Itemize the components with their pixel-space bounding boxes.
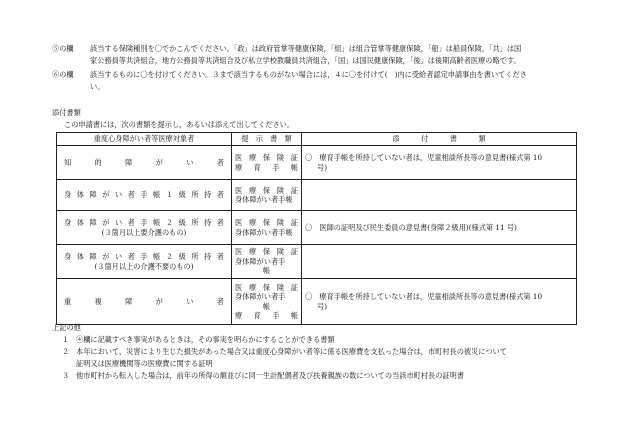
subject-subtext: (３箇月以上の介護不要のもの) [94, 261, 194, 271]
attach-cell [302, 180, 577, 211]
attach-line: 〇 療育手帳を所持していない者は，児童相談所長等の意見書(様式第 10 [305, 292, 543, 301]
other-item-text: 他市町村から転入した場合は，前年の所得の額並びに同一生計配偶者及び扶養親族の数についての当該市町村長の証明書 [76, 371, 464, 380]
present-line: 帳 [262, 266, 271, 276]
present-line: 医療保険証 [235, 247, 298, 257]
intro-text: この申請書には，次の書類を提示し，あるいは添えて出してください。 [64, 120, 295, 129]
table-header-row [57, 133, 577, 146]
present-cell [232, 279, 302, 325]
present-line: 身体障がい者手帳 [235, 227, 293, 237]
present-line: 療育手帳 [235, 311, 298, 320]
other-item-text: ④欄に記載すべき事実があるときは，その事実を明らかにすることができる書類 [76, 335, 335, 344]
present-cell [232, 211, 302, 245]
present-cell [232, 180, 302, 211]
attach-line: 号) [317, 301, 327, 311]
subject-cell [57, 279, 232, 325]
present-line: 医療保険証 [235, 218, 298, 227]
note-line: い。 [90, 82, 105, 91]
note-line: 該当するものに〇を付けてください。３まで該当するものがない場合には，４に〇を付けて( )内に受給者認定申請事由を書いてくださ [90, 70, 527, 79]
subject-text: 身体障がい者手帳２級所持者 [64, 252, 224, 261]
table-row [57, 180, 577, 211]
other-item-number: １ [62, 335, 70, 344]
attach-line: 〇 療育手帳を所持していない者は，児童相談所長等の意見書(様式第 10 [305, 153, 543, 162]
documents-table [56, 132, 577, 325]
present-line: 医療保険証 [235, 282, 298, 292]
note-mark: ⑥の欄 [52, 70, 74, 79]
present-line: 帳 [262, 301, 271, 311]
other-item-number: ３ [62, 371, 70, 380]
attach-cell [302, 279, 577, 325]
subject-cell [57, 211, 232, 245]
present-line: 身体障がい者手 [235, 256, 286, 266]
note-mark: ⑤の欄 [52, 44, 74, 53]
present-line: 医療保険証 [235, 185, 298, 195]
attach-cell [302, 245, 577, 279]
note-line: 該当する保険種別を〇でかこんでください。「政」は政府管掌等健康保険，「組」は組合管掌等健康保険，「船」は船員保険，「共」は国 [90, 44, 522, 53]
table-row [57, 279, 577, 325]
other-item-text: 証明又は医療機関等の医療費に関する証明 [76, 359, 213, 368]
present-cell [232, 146, 302, 180]
present-line: 身体障がい者手 [235, 292, 286, 301]
subject-cell [57, 245, 232, 279]
other-heading: 上記の他 [52, 323, 81, 332]
attach-line: 〇 医師の証明及び民生委員の意見書(身障２級用)(様式第 11 号) [305, 222, 517, 232]
header-attach: 添 付 書 類 [302, 133, 577, 146]
note-line: 家公務員等共済組合，地方公務員等共済組合及び私立学校教職員共済組合，「国」は国民健康保険，「後」は後期高齢者医療の略です。 [90, 56, 521, 65]
present-cell [232, 245, 302, 279]
attached-documents-heading: 添付書類 [52, 108, 81, 117]
subject-subtext: (３箇月以上要介護のもの) [101, 227, 187, 237]
subject-text: 知的障がい者 [64, 157, 224, 167]
header-present: 提 示 書 類 [232, 133, 302, 146]
attach-line: 号) [317, 162, 327, 172]
other-item-number: ２ [62, 347, 70, 356]
present-line: 身体障がい者手帳 [235, 195, 293, 204]
table-row [57, 146, 577, 180]
attach-cell [302, 146, 577, 180]
attach-cell [302, 211, 577, 245]
subject-text: 身体障がい者手帳２級所持者 [64, 218, 224, 227]
subject-text: 身体障がい者手帳１級所持者 [64, 190, 224, 200]
table-row [57, 211, 577, 245]
subject-text: 重複障がい者 [64, 296, 224, 306]
subject-cell [57, 146, 232, 180]
present-line: 医療保険証 [235, 153, 298, 162]
present-line: 療育手帳 [235, 162, 298, 172]
subject-cell [57, 180, 232, 211]
header-subject: 重度心身障がい者等医療対象者 [57, 133, 232, 146]
table-row [57, 245, 577, 279]
other-item-text: 本年において，災害により生じた損失があった場合又は重度心身障がい者等に係る医療費を支払った場合は，市町村長の被災について [76, 347, 507, 356]
